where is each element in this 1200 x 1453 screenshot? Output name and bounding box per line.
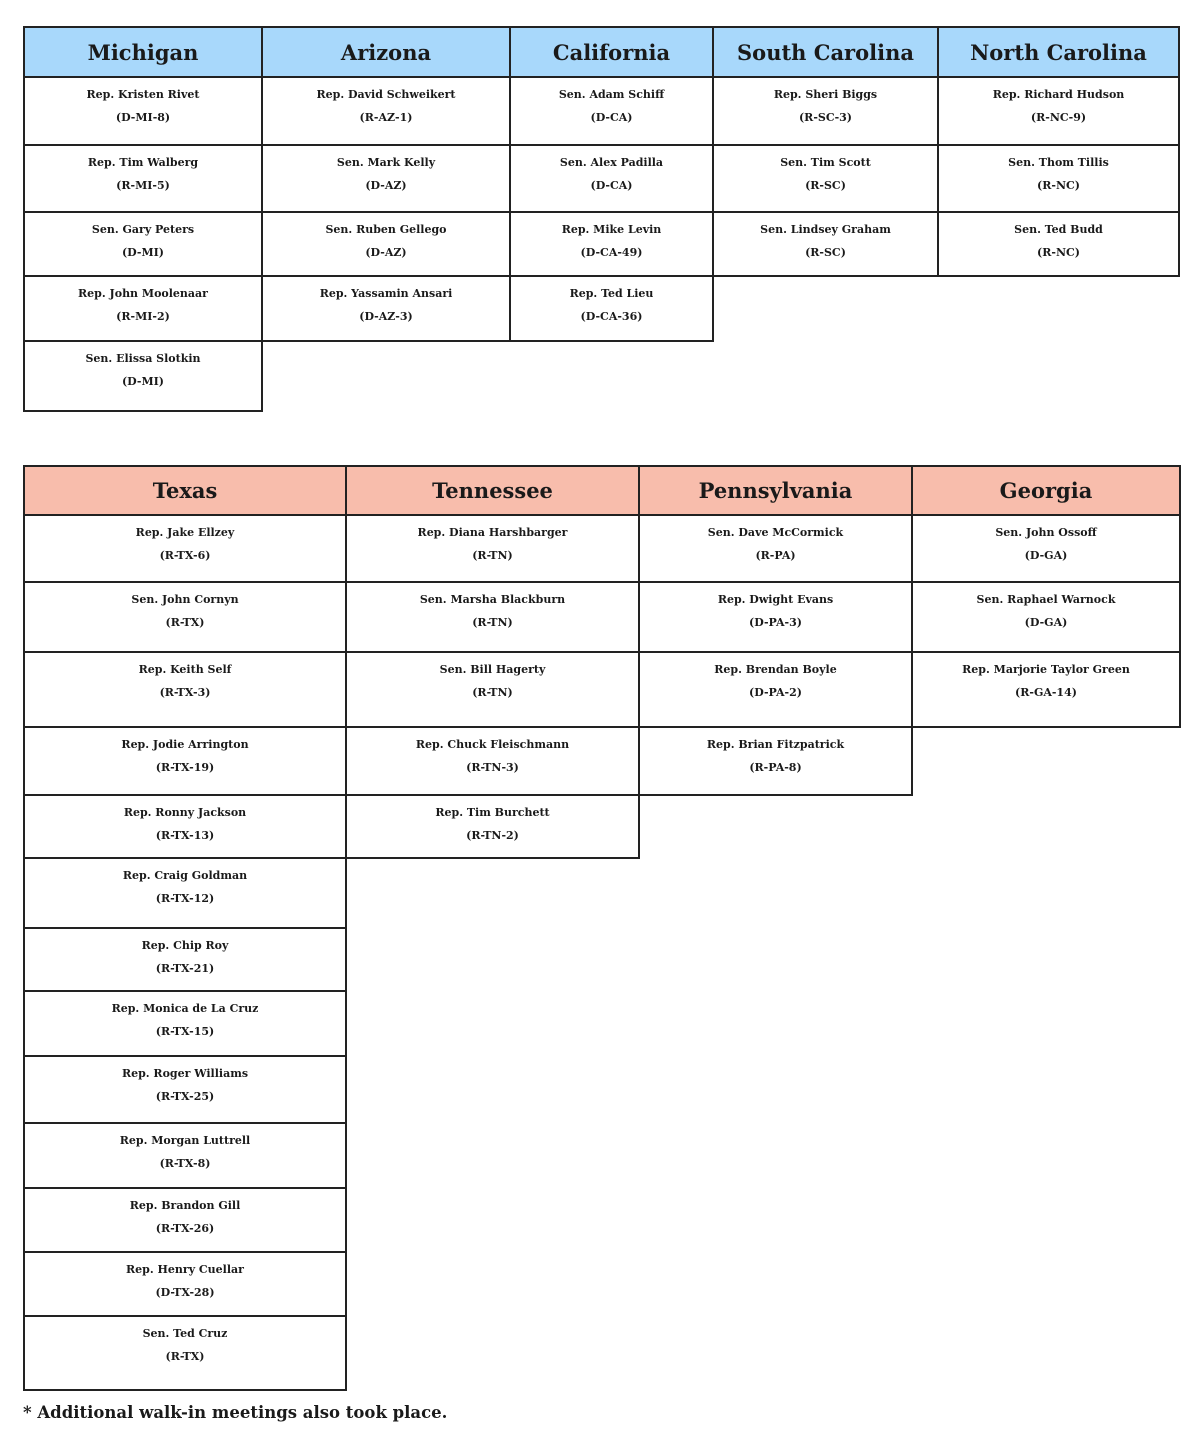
member-name: Rep. Keith Self (138, 663, 232, 676)
member-name: Rep. Tim Burchett (435, 806, 550, 819)
member-cell (23, 1055, 347, 1124)
member-party: (R-SC) (805, 246, 846, 259)
member-party: (R-TX-13) (155, 829, 215, 842)
member-party: (D-AZ) (365, 179, 407, 192)
member-cell (23, 857, 347, 929)
member-cell (23, 1251, 347, 1317)
state-header: Pennsylvania (638, 465, 913, 516)
member-party: (R-TX-25) (155, 1090, 215, 1103)
member-party: (D-PA-2) (749, 686, 802, 699)
member-party: (R-TX) (165, 616, 205, 629)
member-party: (R-TX-12) (155, 892, 215, 905)
member-name: Sen. Ted Budd (1014, 223, 1103, 236)
member-cell (712, 144, 939, 213)
member-cell (509, 211, 714, 277)
member-name: Sen. Alex Padilla (559, 156, 664, 169)
member-cell (23, 76, 263, 146)
state-table-1 (23, 26, 1180, 412)
member-party: (D-MI) (121, 375, 165, 388)
state-table-2 (23, 465, 1181, 1391)
member-party: (R-NC) (1037, 246, 1080, 259)
member-name: Rep. Monica de La Cruz (111, 1002, 259, 1015)
member-party: (R-TN-2) (466, 829, 519, 842)
member-name: Sen. John Ossoff (995, 526, 1097, 539)
member-cell (937, 211, 1180, 277)
member-cell (345, 794, 640, 859)
member-party: (R-TN) (472, 686, 513, 699)
member-name: Sen. Bill Hagerty (439, 663, 546, 676)
member-name: Sen. Gary Peters (91, 223, 195, 236)
member-party: (D-MI-8) (115, 111, 171, 124)
state-header: Georgia (911, 465, 1181, 516)
member-party: (D-MI) (121, 246, 165, 259)
member-cell (23, 794, 347, 859)
member-name: Sen. Marsha Blackburn (419, 593, 566, 606)
member-cell (23, 927, 347, 992)
state-header: Arizona (261, 26, 511, 78)
member-name: Sen. Tim Scott (780, 156, 871, 169)
member-cell (345, 651, 640, 728)
member-party: (D-AZ) (365, 246, 407, 259)
member-party: (D-AZ-3) (359, 310, 413, 323)
member-cell (712, 76, 939, 146)
member-cell (261, 144, 511, 213)
member-cell (509, 76, 714, 146)
state-header: Texas (23, 465, 347, 516)
member-cell (23, 581, 347, 653)
member-name: Rep. Marjorie Taylor Green (962, 663, 1130, 676)
member-name: Rep. Jake Ellzey (135, 526, 235, 539)
member-cell (23, 990, 347, 1057)
member-party: (R-NC) (1037, 179, 1080, 192)
member-name: Rep. Kristen Rivet (86, 88, 200, 101)
member-name: Sen. Dave McCormick (707, 526, 844, 539)
member-name: Sen. Mark Kelly (336, 156, 436, 169)
member-party: (D-CA-49) (580, 246, 643, 259)
member-name: Sen. Thom Tillis (1008, 156, 1109, 169)
member-name: Rep. David Schweikert (316, 88, 456, 101)
member-cell (23, 144, 263, 213)
member-cell (345, 514, 640, 583)
member-cell (23, 651, 347, 728)
member-name: Rep. Brian Fitzpatrick (706, 738, 845, 751)
member-party: (D-CA) (590, 111, 633, 124)
member-name: Rep. John Moolenaar (78, 287, 208, 300)
member-party: (R-MI-5) (116, 179, 170, 192)
member-party: (D-PA-3) (749, 616, 802, 629)
member-name: Rep. Yassamin Ansari (319, 287, 453, 300)
member-name: Rep. Brendan Boyle (714, 663, 837, 676)
member-party: (R-TX-21) (155, 962, 215, 975)
member-name: Rep. Tim Walberg (87, 156, 199, 169)
member-cell (23, 514, 347, 583)
member-name: Sen. Lindsey Graham (760, 223, 891, 236)
member-cell (509, 144, 714, 213)
member-cell (937, 76, 1180, 146)
member-name: Sen. Raphael Warnock (976, 593, 1116, 606)
member-cell (911, 651, 1181, 728)
member-cell (261, 211, 511, 277)
member-party: (R-SC-3) (798, 111, 853, 124)
member-cell (638, 581, 913, 653)
member-party: (R-TX-15) (155, 1025, 215, 1038)
member-name: Rep. Mike Levin (561, 223, 662, 236)
member-party: (R-NC-9) (1030, 111, 1087, 124)
member-party: (D-GA) (1024, 549, 1068, 562)
member-cell (23, 340, 263, 412)
member-party: (R-TX-19) (155, 761, 215, 774)
member-name: Rep. Sheri Biggs (773, 88, 878, 101)
member-cell (638, 514, 913, 583)
member-cell (23, 275, 263, 342)
member-cell (937, 144, 1180, 213)
member-party: (D-CA) (590, 179, 633, 192)
member-party: (R-TX-3) (159, 686, 211, 699)
member-cell (261, 76, 511, 146)
member-name: Rep. Craig Goldman (122, 869, 248, 882)
member-party: (R-TN-3) (466, 761, 519, 774)
member-cell (23, 1315, 347, 1391)
state-header: Michigan (23, 26, 263, 78)
member-party: (R-TX-26) (155, 1222, 215, 1235)
member-party: (R-GA-14) (1015, 686, 1077, 699)
state-header: Tennessee (345, 465, 640, 516)
state-header: North Carolina (937, 26, 1180, 78)
member-party: (D-TX-28) (155, 1286, 215, 1299)
member-name: Rep. Richard Hudson (992, 88, 1125, 101)
member-name: Sen. Ted Cruz (142, 1327, 228, 1340)
member-party: (R-TX-8) (159, 1157, 211, 1170)
footnote: * Additional walk-in meetings also took place. (23, 1403, 448, 1422)
member-party: (D-GA) (1024, 616, 1068, 629)
member-party: (R-TN) (472, 616, 513, 629)
member-name: Rep. Roger Williams (121, 1067, 249, 1080)
member-party: (R-TN) (472, 549, 513, 562)
member-cell (23, 1122, 347, 1189)
member-name: Rep. Morgan Luttrell (119, 1134, 251, 1147)
member-cell (23, 211, 263, 277)
member-name: Rep. Diana Harshbarger (417, 526, 568, 539)
member-name: Sen. Ruben Gellego (325, 223, 447, 236)
member-cell (23, 1187, 347, 1253)
member-party: (R-AZ-1) (359, 111, 413, 124)
member-party: (R-SC) (805, 179, 846, 192)
member-party: (R-TX-6) (159, 549, 211, 562)
member-party: (R-PA) (755, 549, 796, 562)
member-cell (638, 651, 913, 728)
member-cell (345, 726, 640, 796)
member-cell (712, 211, 939, 277)
member-cell (261, 275, 511, 342)
member-name: Sen. John Cornyn (131, 593, 239, 606)
member-name: Rep. Henry Cuellar (126, 1263, 244, 1276)
member-party: (R-PA-8) (749, 761, 802, 774)
member-cell (638, 726, 913, 796)
member-name: Rep. Chip Roy (141, 939, 229, 952)
member-name: Sen. Adam Schiff (558, 88, 665, 101)
member-name: Rep. Brandon Gill (129, 1199, 241, 1212)
member-cell (509, 275, 714, 342)
member-cell (345, 581, 640, 653)
member-name: Rep. Ronny Jackson (123, 806, 247, 819)
member-name: Sen. Elissa Slotkin (85, 352, 201, 365)
state-header: California (509, 26, 714, 78)
state-header: South Carolina (712, 26, 939, 78)
member-name: Rep. Dwight Evans (717, 593, 834, 606)
member-cell (23, 726, 347, 796)
member-cell (911, 514, 1181, 583)
member-party: (R-MI-2) (116, 310, 170, 323)
member-party: (R-TX) (165, 1350, 205, 1363)
member-name: Rep. Chuck Fleischmann (415, 738, 570, 751)
member-cell (911, 581, 1181, 653)
member-name: Rep. Ted Lieu (569, 287, 654, 300)
member-name: Rep. Jodie Arrington (121, 738, 249, 751)
member-party: (D-CA-36) (580, 310, 643, 323)
